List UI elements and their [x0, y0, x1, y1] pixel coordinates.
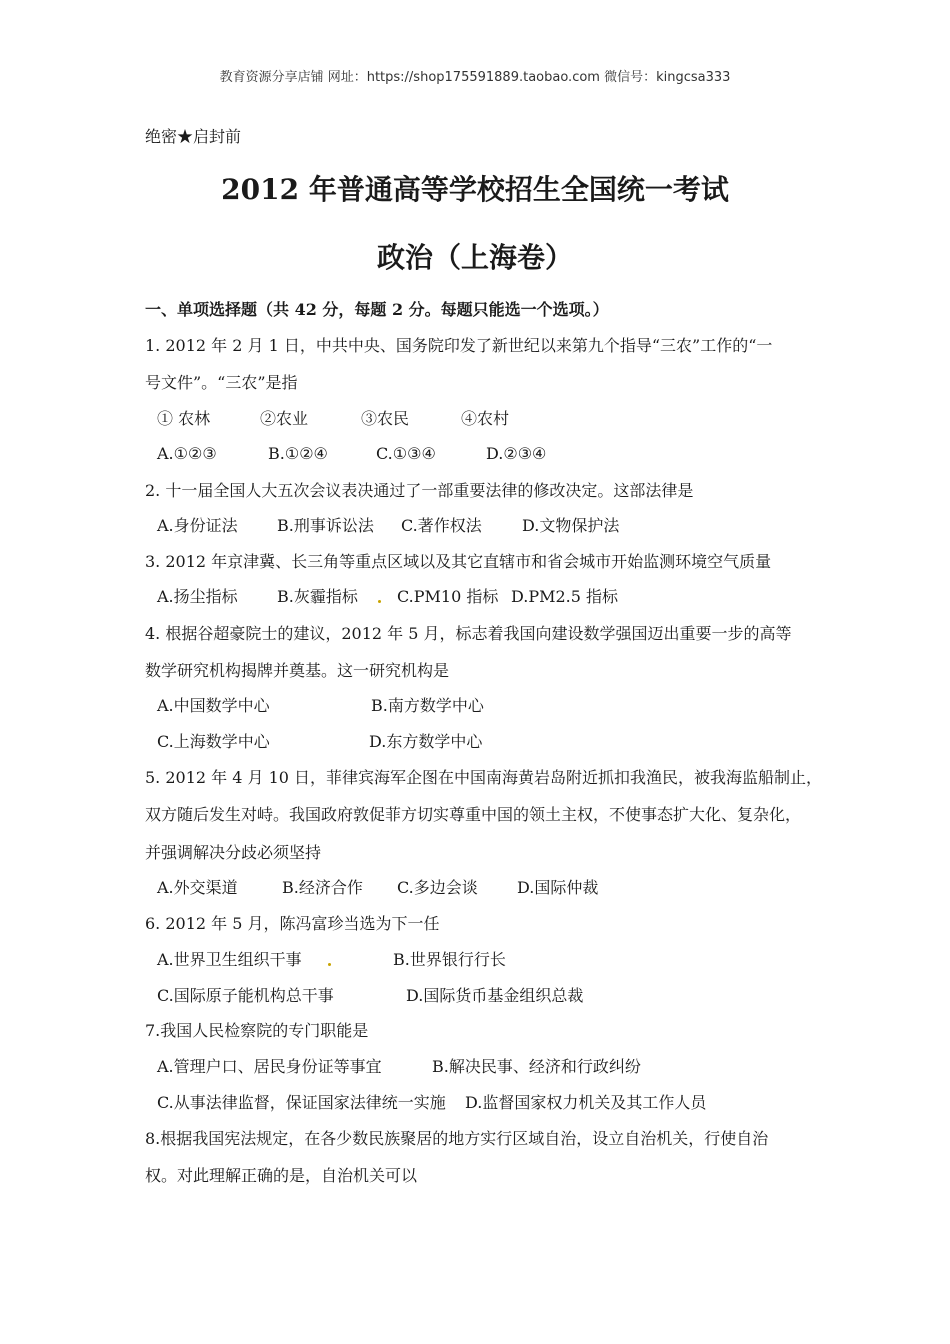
question-8-line-2: 权。对此理解正确的是，自治机关可以	[145, 1166, 418, 1185]
q1-option-d: D.②③④	[486, 444, 547, 463]
q2-option-c: C.著作权法	[401, 516, 482, 535]
q3-option-c: C.PM10 指标	[397, 587, 499, 606]
q1-item-4: ④农村	[461, 409, 510, 428]
q6-option-d: D.国际货币基金组织总裁	[406, 986, 584, 1005]
q6-option-c: C.国际原子能机构总干事	[157, 986, 334, 1005]
question-7-line-1: 7.我国人民检察院的专门职能是	[145, 1021, 369, 1040]
q1-item-2: ②农业	[260, 409, 309, 428]
q1-option-a: A.①②③	[157, 444, 217, 463]
q3-option-d: D.PM2.5 指标	[511, 587, 619, 606]
stray-dot	[378, 600, 381, 603]
q5-option-c: C.多边会谈	[397, 878, 478, 897]
q2-option-d: D.文物保护法	[522, 516, 620, 535]
question-6-line-1: 6. 2012 年 5 月，陈冯富珍当选为下一任	[145, 914, 440, 933]
q6-option-b: B.世界银行行长	[393, 950, 506, 969]
q1-item-1: ① 农林	[157, 409, 211, 428]
q5-option-b: B.经济合作	[282, 878, 363, 897]
q6-option-a: A.世界卫生组织干事	[157, 950, 302, 969]
q2-option-b: B.刑事诉讼法	[277, 516, 374, 535]
question-2-line-1: 2. 十一届全国人大五次会议表决通过了一部重要法律的修改决定。这部法律是	[145, 481, 694, 500]
q5-option-d: D.国际仲裁	[517, 878, 599, 897]
exam-subtitle: 政治（上海卷）	[376, 241, 573, 274]
q3-option-b: B.灰霾指标	[277, 587, 358, 606]
q7-option-c: C.从事法律监督，保证国家法律统一实施	[157, 1093, 446, 1112]
question-8-line-1: 8.根据我国宪法规定，在各少数民族聚居的地方实行区域自治，设立自治机关，行使自治	[145, 1129, 769, 1148]
question-4-line-1: 4. 根据谷超豪院士的建议，2012 年 5 月，标志着我国向建设数学强国迈出重要一步的高等	[145, 624, 792, 643]
q5-option-a: A.外交渠道	[157, 878, 238, 897]
q7-option-b: B.解决民事、经济和行政纠纷	[432, 1057, 641, 1076]
q7-option-d: D.监督国家权力机关及其工作人员	[465, 1093, 707, 1112]
q1-option-c: C.①③④	[376, 444, 436, 463]
question-1-line-2: 号文件”。“三农”是指	[145, 373, 298, 392]
q4-option-b: B.南方数学中心	[371, 696, 484, 715]
question-3-line-1: 3. 2012 年京津冀、长三角等重点区域以及其它直辖市和省会城市开始监测环境空气质量	[145, 552, 772, 571]
q1-item-3: ③农民	[361, 409, 410, 428]
stray-dot	[328, 963, 331, 966]
exam-title: 2012 年普通高等学校招生全国统一考试	[221, 173, 729, 206]
q7-option-a: A.管理户口、居民身份证等事宜	[157, 1057, 382, 1076]
question-5-line-3: 并强调解决分歧必须坚持	[145, 843, 322, 862]
secret-mark: 绝密★启封前	[145, 127, 242, 146]
q3-option-a: A.扬尘指标	[157, 587, 238, 606]
q4-option-c: C.上海数学中心	[157, 732, 270, 751]
q2-option-a: A.身份证法	[157, 516, 238, 535]
question-4-line-2: 数学研究机构揭牌并奠基。这一研究机构是	[145, 661, 450, 680]
q4-option-a: A.中国数学中心	[157, 696, 270, 715]
q1-option-b: B.①②④	[268, 444, 328, 463]
question-5-line-2: 双方随后发生对峙。我国政府敦促菲方切实尊重中国的领土主权，不使事态扩大化、复杂化，	[145, 805, 802, 824]
question-1-line-1: 1. 2012 年 2 月 1 日，中共中央、国务院印发了新世纪以来第九个指导“三农”工作的“一	[145, 336, 773, 355]
question-5-line-1: 5. 2012 年 4 月 10 日，菲律宾海军企图在中国南海黄岩岛附近抓扣我渔民，被我海监船制止，	[145, 768, 823, 787]
section-heading: 一、单项选择题（共 42 分，每题 2 分。每题只能选一个选项。）	[145, 300, 609, 319]
page-header: 教育资源分享店铺 网址：https://shop175591889.taobao.com 微信号：kingcsa333	[219, 70, 731, 85]
q4-option-d: D.东方数学中心	[369, 732, 483, 751]
